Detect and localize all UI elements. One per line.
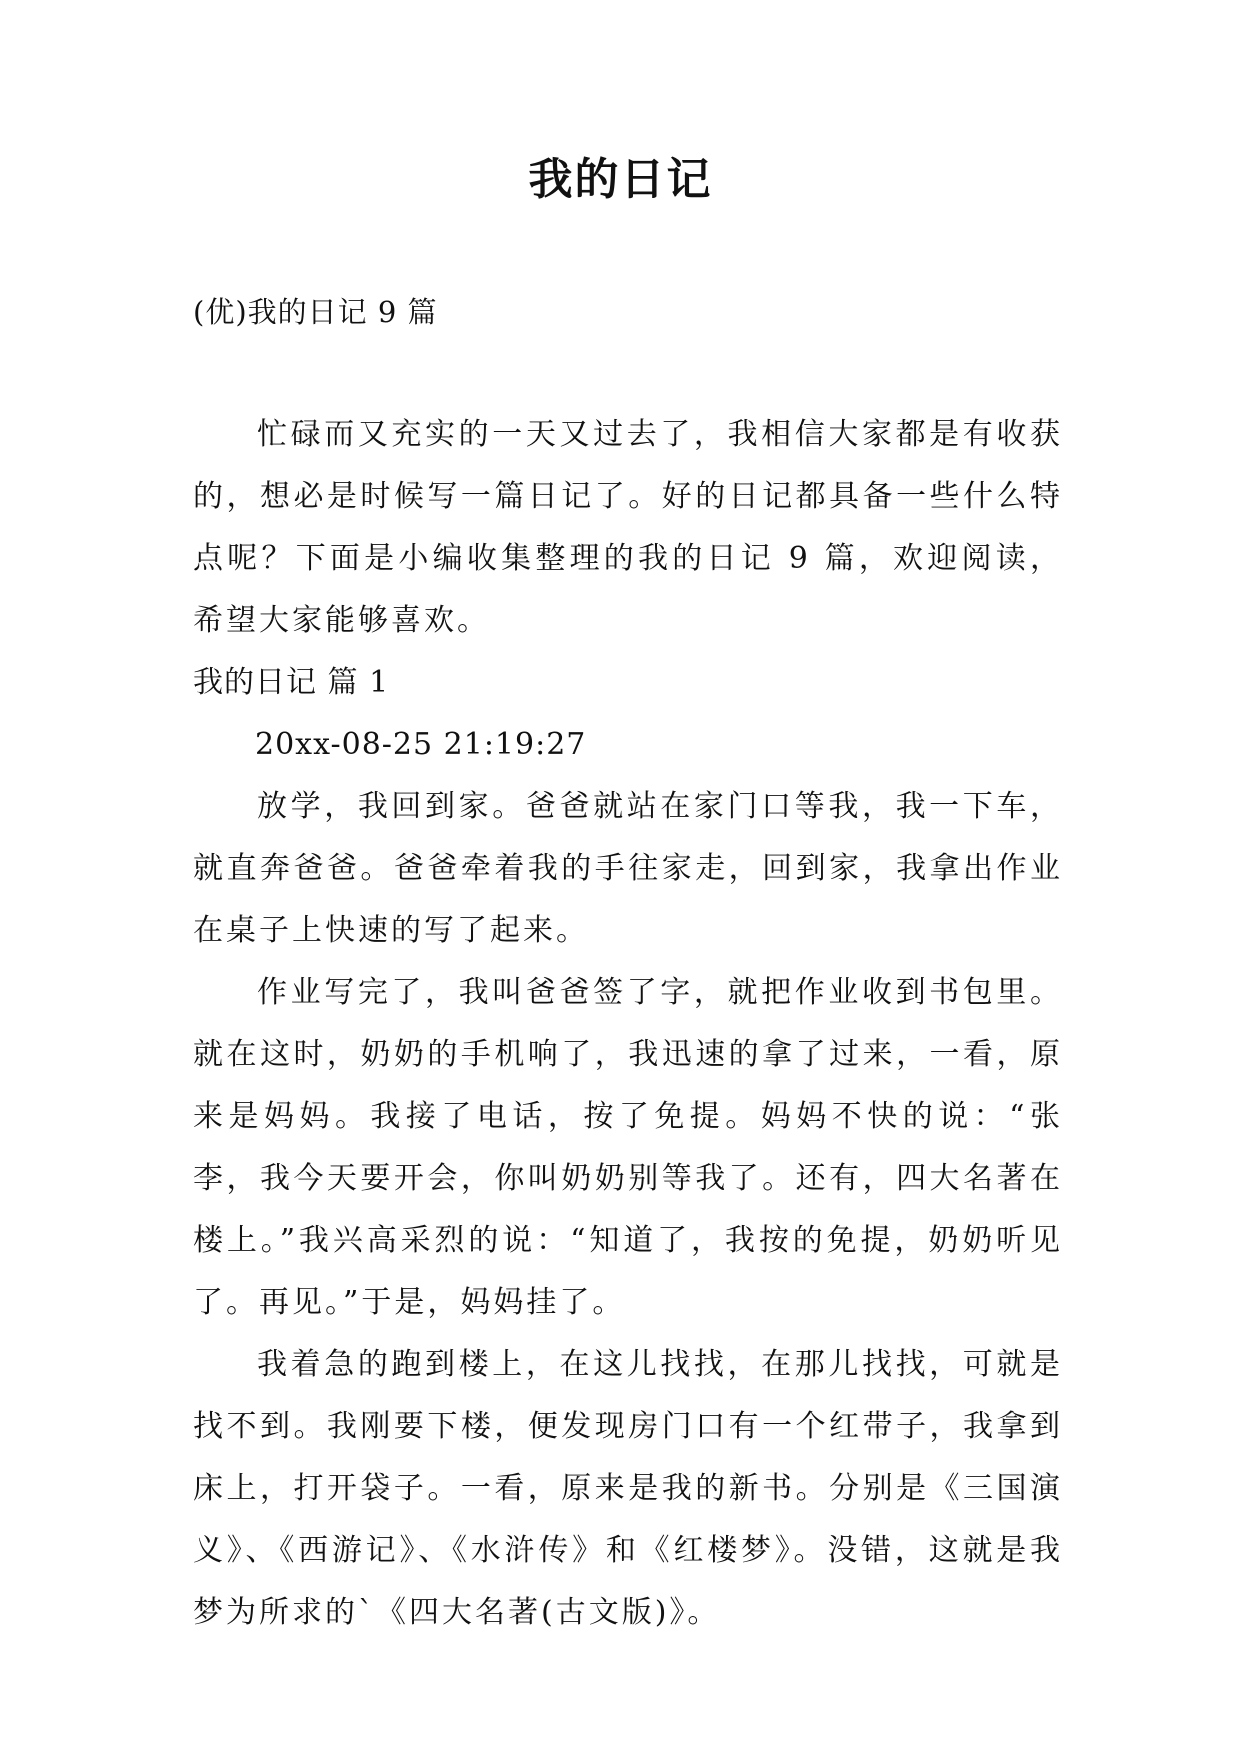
section-heading: 我的日记 篇 1 <box>193 665 390 700</box>
body-paragraph: 我着急的跑到楼上，在这儿找找，在那儿找找，可就是找不到。我刚要下楼，便发现房门口有一个红带子，我拿到床上，打开袋子。一看，原来是我的新书。分别是《三国演义》、《西游记》、《水浒传》和《红楼梦》。没错，这就是我梦为所求的`《四大名著(古文版)》。 <box>193 1347 1063 1630</box>
body-paragraph: 作业写完了，我叫爸爸签了字，就把作业收到书包里。就在这时，奶奶的手机响了，我迅速的拿了过来，一看，原来是妈妈。我接了电话，按了免提。妈妈不快的说：“张李，我今天要开会，你叫奶奶别等我了。还有，四大名著在楼上。”我兴高采烈的说：“知道了，我按的免提，奶奶听见了。再见。”于是，妈妈挂了。 <box>193 975 1063 1320</box>
document-title: 我的日记 <box>528 154 713 205</box>
document-subtitle: (优)我的日记 9 篇 <box>193 295 438 329</box>
intro-paragraph: 忙碌而又充实的一天又过去了，我相信大家都是有收获的，想必是时候写一篇日记了。好的日记都具备一些什么特点呢？下面是小编收集整理的我的日记 9 篇，欢迎阅读，希望大家能够喜欢。 <box>193 417 1063 638</box>
diary-date: 20xx-08-25 21:19:27 <box>255 727 587 762</box>
body-paragraph: 放学，我回到家。爸爸就站在家门口等我，我一下车，就直奔爸爸。爸爸牵着我的手往家走，回到家，我拿出作业在桌子上快速的写了起来。 <box>193 789 1063 948</box>
document-body <box>193 404 1063 1644</box>
